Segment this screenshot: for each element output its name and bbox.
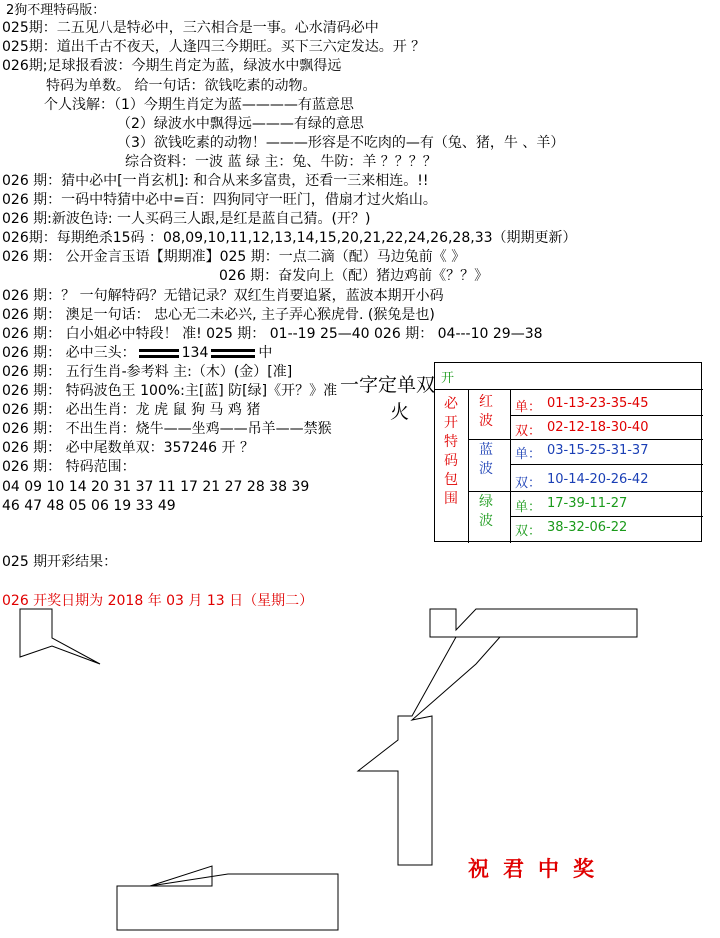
side-row-numbers: 38-32-06-22 [547, 520, 628, 535]
side-row-label: 单： [515, 400, 542, 415]
text-line: 026 期： 特码波色王 100%:主[蓝] 防[绿]《开？》准 [2, 383, 338, 399]
text-line: 综合资料：一波 蓝 绿 主：兔、牛防：羊 ？？？？ [125, 154, 437, 170]
text-line: 026 期： 特码范围： [2, 459, 136, 475]
text-line: 026 期： 必中尾数单双：357246 开 ？ [2, 440, 254, 456]
text-line: 个人浅解：（1）今期生肖定为蓝————有蓝意思 [44, 97, 354, 113]
side-row-label: 双： [515, 524, 542, 539]
side-box-open-label: 开 [441, 371, 455, 386]
line-value: 134 [181, 345, 209, 361]
side-row-label: 单： [515, 500, 542, 515]
side-row-label: 双： [515, 424, 542, 439]
wave-group-blue: 蓝波 [479, 442, 493, 477]
draw-date: 026 开奖日期为 2018 年 03 月 13 日（星期二） [2, 593, 314, 609]
blessing-text: 祝君中奖 [468, 856, 608, 881]
side-row-numbers: 10-14-20-26-42 [547, 472, 649, 487]
side-row-numbers: 01-13-23-35-45 [547, 396, 649, 411]
side-row-numbers: 03-15-25-31-37 [547, 443, 649, 458]
text-line: 026 期： 公开金言玉语【期期准】025 期：一点二滴（配）马边兔前《 》 [2, 249, 466, 265]
text-line: 026 期：猜中必中[一肖玄机]: 和合从来多富贵，还看一三来相连。!! [2, 173, 429, 189]
side-row-label: 双： [515, 476, 542, 491]
line-label: 026 期： 必中三头： [2, 345, 136, 361]
callout-shape [430, 609, 637, 637]
text-line: 026 期：奋发向上（配）猪边鸡前《？？》 [219, 268, 489, 284]
middle-subtitle: 火 [390, 401, 410, 423]
text-line: 026 期： 必出生肖：龙 虎 鼠 狗 马 鸡 猪 [2, 402, 261, 418]
text-line: 026期：每期绝杀15码 ：08,09,10,11,12,13,14,15,20,21,22,24,26,28,33（期期更新） [2, 230, 577, 246]
text-line: 特码为单数。 给一句话：欲钱吃素的动物。 [46, 78, 317, 94]
text-line: 025期：二五见八是特必中，三六相合是一事。心水清码必中 [2, 20, 379, 36]
text-line: 026 期： 不出生肖：烧牛——坐鸡——吊羊——禁猴 [2, 421, 332, 437]
text-line: 026 期： 澳足一句话： 忠心无二未必兴, 主子弄心猴虎骨. (猴兔是也) [2, 307, 435, 323]
side-row-label: 单： [515, 447, 542, 462]
text-line: （3）欲钱吃素的动物！———形容是不吃肉的—有（兔、猪，牛 、羊） [117, 135, 565, 151]
text-line: 026 期：？ 一句解特码？无错记录？双红生肖要追紧，蓝波本期开小码 [2, 288, 444, 304]
callout-shape [358, 637, 500, 865]
callout-shape [117, 866, 338, 930]
text-line: 026期;足球报看波：今期生肖定为蓝，绿波水中飘得远 [2, 58, 342, 74]
side-row-numbers: 02-12-18-30-40 [547, 420, 649, 435]
text-line: 025期：道出千古不夜天，人逢四三今期旺。买下三六定发达。开 ？ [2, 39, 426, 55]
text-line: （2）绿波水中飘得远———有绿的意思 [117, 116, 364, 132]
result-label: 025 期开彩结果： [2, 554, 118, 570]
number-row: 46 47 48 05 06 19 33 49 [2, 498, 176, 514]
side-row-numbers: 17-39-11-27 [547, 496, 628, 511]
text-line: 026 期： 白小姐必中特段！ 准! 025 期： 01--19 25—40 026 期： 04---10 29—38 [2, 326, 543, 342]
line-suffix: 中 [258, 345, 273, 361]
number-row: 04 09 10 14 20 31 37 11 17 21 27 28 38 39 [2, 479, 310, 495]
callout-shape [20, 609, 100, 664]
header-title: 2狗不理特码版： [6, 3, 106, 18]
side-box-left-label: 必开特码包围 [444, 396, 458, 507]
text-line: 026 期： 五行生肖-参考料 主:（木）(金）[准] [2, 364, 293, 380]
middle-title: 一字定单双 [340, 374, 436, 396]
wave-group-red: 红波 [479, 394, 493, 429]
text-line: 026 期:新波色诗: 一人买码三人跟,是红是蓝自己猜。(开？) [2, 211, 371, 227]
wave-group-green: 绿波 [479, 494, 493, 529]
text-line: 026 期：一码中特猜中必中=百：四狗同守一旺门，借扇才过火焰山。 [2, 192, 437, 208]
